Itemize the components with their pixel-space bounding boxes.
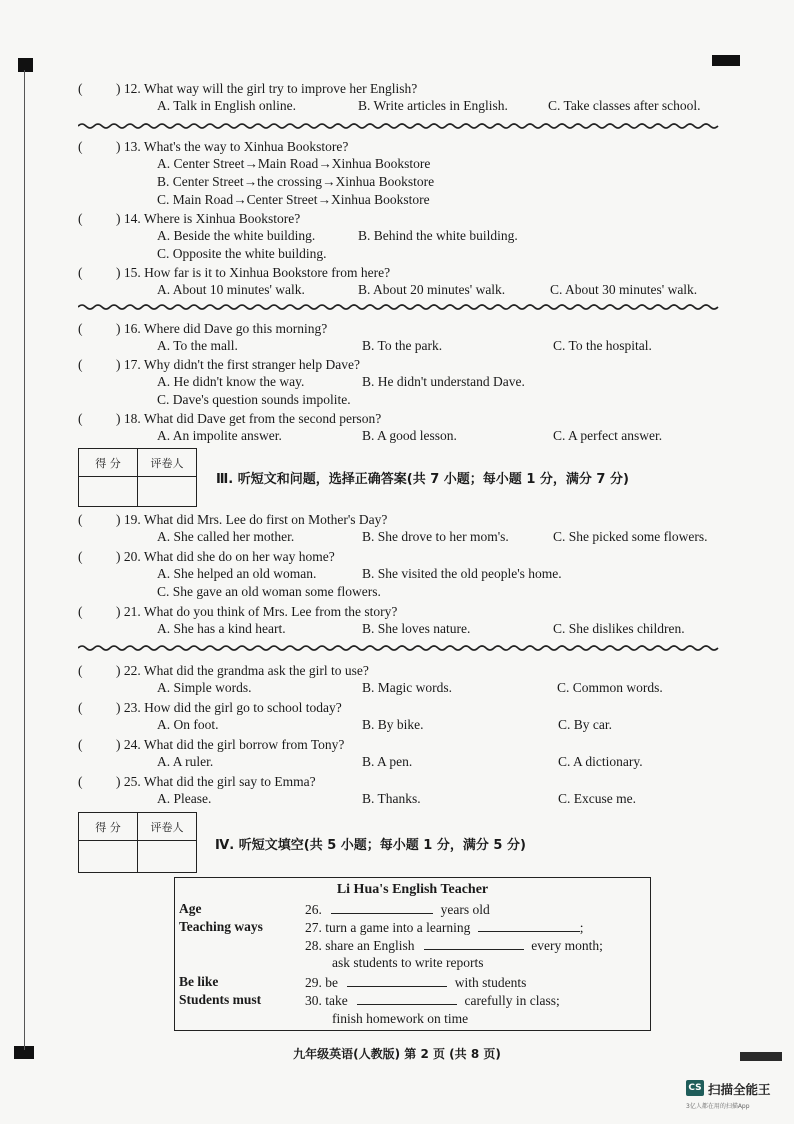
answer-paren[interactable]: ( [78, 549, 83, 564]
grader-header: 评卷人 [138, 449, 197, 477]
answer-paren[interactable]: ( [78, 663, 83, 678]
scanner-tagline: 3亿人都在用的扫描App [686, 1103, 750, 1110]
grader-cell[interactable] [138, 477, 197, 507]
wavy-divider [78, 122, 720, 130]
score-cell[interactable] [79, 841, 138, 873]
section-3-title: Ⅲ. 听短文和问题，选择正确答案(共 7 小题；每小题 1 分，满分 7 分) [216, 472, 629, 487]
question-number: ) 19. [116, 512, 141, 527]
item-number: 29. [305, 975, 322, 990]
answer-paren[interactable]: ( [78, 737, 83, 752]
item-29 [305, 974, 526, 991]
question-number: ) 20. [116, 549, 141, 564]
option-b: B. About 20 minutes' walk. [358, 282, 506, 297]
question-number: ) 23. [116, 700, 141, 715]
question-stem: What way will the girl try to improve her English? [143, 81, 418, 96]
option-a: A. Beside the white building. [157, 228, 316, 243]
blank-27[interactable] [478, 919, 580, 932]
option-a: A. She has a kind heart. [157, 621, 286, 636]
item-30-extra: finish homework on time [332, 1011, 469, 1026]
question-number: ) 18. [116, 411, 141, 426]
camscanner-icon: CS [686, 1080, 704, 1096]
answer-paren[interactable]: ( [78, 604, 83, 619]
item-26 [305, 901, 490, 918]
question-number: ) 25. [116, 774, 141, 789]
question-stem: Where did Dave go this morning? [143, 321, 328, 336]
grader-cell[interactable] [138, 841, 197, 873]
label-students-must: Students must [179, 992, 262, 1007]
item-text: turn a game into a learning [325, 920, 471, 935]
question-number: ) 12. [116, 81, 141, 96]
item-text: with students [454, 975, 527, 990]
option-a: A. On foot. [157, 717, 219, 732]
wavy-divider [78, 303, 720, 311]
option-a: A. Talk in English online. [157, 98, 297, 113]
score-header: 得 分 [79, 813, 138, 841]
item-text: be [325, 975, 338, 990]
option-a: A. About 10 minutes' walk. [157, 282, 305, 297]
item-text: share an English [325, 938, 415, 953]
item-number: 26. [305, 902, 322, 917]
option-b: B. She loves nature. [362, 621, 471, 636]
option-b: B. Thanks. [362, 791, 421, 806]
option-c: C. Take classes after school. [548, 98, 701, 113]
option-c: C. She picked some flowers. [553, 529, 708, 544]
option-a: A. An impolite answer. [157, 428, 282, 443]
option-c: C. She dislikes children. [553, 621, 685, 636]
question-stem: Where is Xinhua Bookstore? [143, 211, 301, 226]
option-b: B. Write articles in English. [358, 98, 508, 113]
question-stem: What did the girl say to Emma? [143, 774, 316, 789]
question-number: ) 13. [116, 139, 141, 154]
option-c: C. To the hospital. [553, 338, 652, 353]
question-stem: What's the way to Xinhua Bookstore? [143, 139, 349, 154]
question-stem: How far is it to Xinhua Bookstore from here? [144, 265, 391, 280]
option-a: A. A ruler. [157, 754, 214, 769]
item-text: take [325, 993, 348, 1008]
fill-in-box [174, 877, 651, 1031]
question-number: ) 17. [116, 357, 141, 372]
answer-paren[interactable]: ( [78, 265, 83, 280]
score-cell[interactable] [79, 477, 138, 507]
question-stem: What did the girl borrow from Tony? [143, 737, 345, 752]
item-text: years old [440, 902, 490, 917]
answer-paren[interactable]: ( [78, 411, 83, 426]
option-c: C. Main Road→Center Street→Xinhua Bookstore [157, 192, 430, 207]
score-table [78, 812, 197, 873]
option-a: A. She helped an old woman. [157, 566, 317, 581]
item-28 [305, 937, 603, 954]
corner-mark-top-right [712, 55, 740, 66]
score-header: 得 分 [79, 449, 138, 477]
answer-paren[interactable]: ( [78, 357, 83, 372]
option-b: B. Magic words. [362, 680, 452, 695]
option-c: C. By car. [558, 717, 612, 732]
option-a: A. She called her mother. [157, 529, 295, 544]
question-number: ) 21. [116, 604, 141, 619]
option-b: B. He didn't understand Dave. [362, 374, 525, 389]
scanner-name: 扫描全能王 [708, 1082, 771, 1097]
option-a: A. He didn't know the way. [157, 374, 305, 389]
option-c: C. She gave an old woman some flowers. [157, 584, 381, 599]
blank-26[interactable] [331, 901, 433, 914]
score-table [78, 448, 197, 507]
option-a: A. To the mall. [157, 338, 238, 353]
item-28-extra: ask students to write reports [332, 955, 484, 970]
option-c: C. Excuse me. [558, 791, 636, 806]
option-b: B. Center Street→the crossing→Xinhua Bookstore [157, 174, 435, 189]
question-number: ) 22. [116, 663, 141, 678]
question-number: ) 24. [116, 737, 141, 752]
option-c: C. A perfect answer. [553, 428, 663, 443]
option-c: C. Opposite the white building. [157, 246, 327, 261]
question-stem: What did she do on her way home? [143, 549, 335, 564]
answer-paren[interactable]: ( [78, 774, 83, 789]
section-4-title: Ⅳ. 听短文填空(共 5 小题；每小题 1 分，满分 5 分) [215, 838, 526, 853]
answer-paren[interactable]: ( [78, 81, 83, 96]
blank-29[interactable] [347, 974, 447, 987]
option-b: B. A good lesson. [362, 428, 457, 443]
item-number: 28. [305, 938, 322, 953]
option-c: C. A dictionary. [558, 754, 643, 769]
binding-line [24, 70, 25, 1050]
page-footer: 九年级英语(人教版) 第 2 页 (共 8 页) [293, 1047, 501, 1061]
option-a: A. Center Street→Main Road→Xinhua Bookstore [157, 156, 431, 171]
option-c: C. Dave's question sounds impolite. [157, 392, 351, 407]
option-b: B. A pen. [362, 754, 413, 769]
grader-header: 评卷人 [138, 813, 197, 841]
answer-paren[interactable]: ( [78, 512, 83, 527]
answer-paren[interactable]: ( [78, 700, 83, 715]
option-a: A. Simple words. [157, 680, 252, 695]
blank-28[interactable] [424, 937, 524, 950]
option-b: B. Behind the white building. [358, 228, 518, 243]
option-b: B. She visited the old people's home. [362, 566, 562, 581]
question-number: ) 15. [116, 265, 141, 280]
question-stem: What did Dave get from the second person? [143, 411, 382, 426]
wavy-divider [78, 644, 720, 652]
item-text: ; [579, 920, 584, 935]
item-text: every month; [531, 938, 603, 953]
option-a: A. Please. [157, 791, 212, 806]
corner-mark-top-left [18, 58, 33, 72]
question-stem: What did the grandma ask the girl to use? [143, 663, 369, 678]
question-number: ) 14. [116, 211, 141, 226]
item-27 [305, 919, 583, 936]
item-30 [305, 992, 560, 1009]
answer-paren[interactable]: ( [78, 211, 83, 226]
answer-paren[interactable]: ( [78, 139, 83, 154]
question-number: ) 16. [116, 321, 141, 336]
item-text: carefully in class; [464, 993, 560, 1008]
option-b: B. To the park. [362, 338, 443, 353]
question-stem: How did the girl go to school today? [144, 700, 342, 715]
option-b: B. She drove to her mom's. [362, 529, 509, 544]
label-be-like: Be like [179, 974, 219, 989]
question-stem: What do you think of Mrs. Lee from the story? [143, 604, 398, 619]
item-number: 27. [305, 920, 322, 935]
option-c: C. About 30 minutes' walk. [550, 282, 698, 297]
item-number: 30. [305, 993, 322, 1008]
option-c: C. Common words. [557, 680, 663, 695]
option-b: B. By bike. [362, 717, 424, 732]
question-stem: Why didn't the first stranger help Dave? [143, 357, 361, 372]
box-title: Li Hua's English Teacher [336, 882, 489, 897]
answer-paren[interactable]: ( [78, 321, 83, 336]
label-age: Age [179, 901, 202, 916]
label-teaching-ways: Teaching ways [179, 919, 263, 934]
blank-30[interactable] [357, 992, 457, 1005]
question-stem: What did Mrs. Lee do first on Mother's Day? [143, 512, 388, 527]
